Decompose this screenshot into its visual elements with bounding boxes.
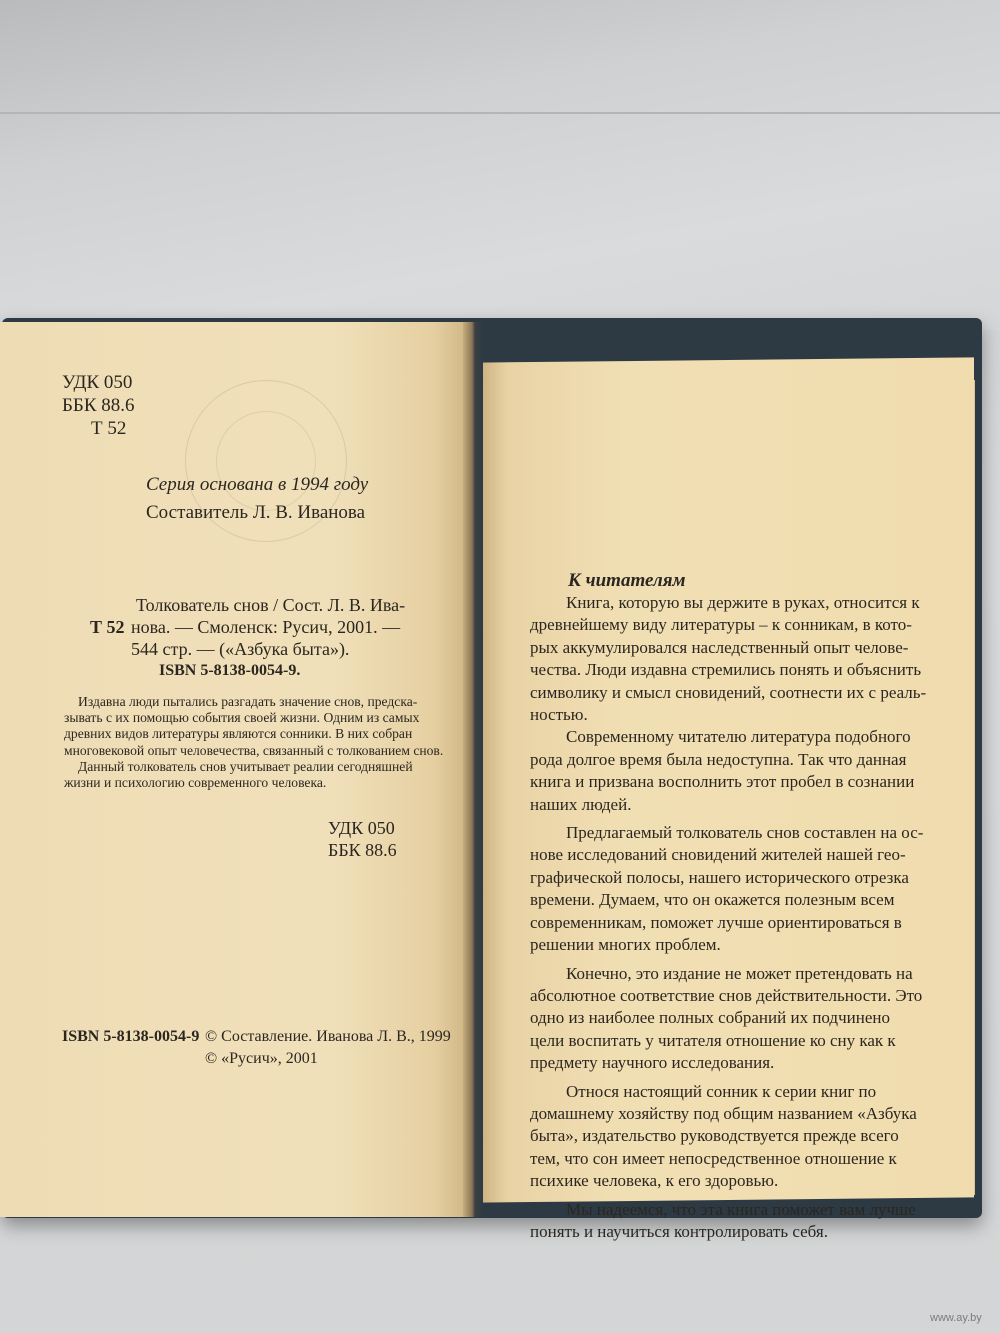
series-line: Серия основана в 1994 году xyxy=(146,474,369,495)
text-line: рода долгое время была недоступна. Так что данная xyxy=(530,749,907,769)
text-line: домашнему хозяйству под общим названием «Азбука xyxy=(530,1103,917,1123)
text-line: наших людей. xyxy=(530,794,632,814)
window-sill xyxy=(0,0,1000,330)
sill-edge-line xyxy=(0,112,1000,114)
catalog-code: Т 52 xyxy=(90,617,125,637)
page-heading: К читателям xyxy=(568,570,686,591)
watermark: www.ay.by xyxy=(930,1312,982,1324)
copyright-line-1: © Составление. Иванова Л. В., 1999 xyxy=(205,1028,451,1045)
udk-top: УДК 050 xyxy=(62,372,133,393)
compiler-line: Составитель Л. В. Иванова xyxy=(146,502,366,523)
bbk-bottom: ББК 88.6 xyxy=(328,840,397,860)
annotation-line: Издавна люди пытались разгадать значение снов, предска- xyxy=(78,694,418,709)
text-line: современникам, поможет лучше ориентироваться в xyxy=(530,912,902,932)
text-line: Относя настоящий сонник к серии книг по xyxy=(566,1081,877,1101)
text-line: Книга, которую вы держите в руках, относится к xyxy=(566,593,920,612)
udk-bottom: УДК 050 xyxy=(328,818,395,838)
annotation-line: жизни и психологию современного человека. xyxy=(64,775,327,791)
annotation xyxy=(64,694,443,791)
annotation-line: многовековой опыт человечества, связанный с толкованием снов. xyxy=(64,742,444,758)
catalog-line-3: 544 стр. — («Азбука быта»). xyxy=(131,639,350,659)
text-line: древнейшему виду литературы – к сонникам, в кото- xyxy=(530,615,912,635)
text-line: предмету научного исследования. xyxy=(530,1053,775,1073)
text-line: рых аккумулировался наследственный опыт челове- xyxy=(530,637,909,657)
text-line: цели воспитать у читателя отношение ко сну как к xyxy=(530,1030,896,1050)
text-line: нове исследований сновидений жителей нашей гео- xyxy=(530,845,906,865)
copyright-line-2: © «Русич», 2001 xyxy=(205,1050,318,1067)
text-line: Конечно, это издание не может претендовать на xyxy=(566,963,913,983)
text-line: быта», издательство руководствуется прежде всего xyxy=(530,1126,899,1146)
text-line: книга и призвана восполнить этот пробел в сознании xyxy=(530,772,915,792)
text-line: чества. Люди издавна стремились понять и объяснить xyxy=(530,660,922,680)
text-line: решении многих проблем. xyxy=(530,935,721,955)
text-line: ностью. xyxy=(530,705,588,725)
intro-text xyxy=(530,592,926,1243)
annotation-line: древних видов литературы являются сонники. В них собран xyxy=(64,726,413,742)
text-line: Современному читателю литература подобного xyxy=(566,727,911,747)
text-line: Мы надеемся, что эта книга поможет вам лучше xyxy=(566,1199,916,1219)
text-line: Предлагаемый толкователь снов составлен на ос- xyxy=(566,823,924,843)
text-line: символику и смысл сновидений, соотнести их с реаль- xyxy=(530,682,927,702)
annotation-line: зывать с их помощью события своей жизни. Одним из самых xyxy=(64,710,420,726)
catalog-line-1: Толкователь снов / Сост. Л. В. Ива- xyxy=(136,595,406,615)
text-line: одно из наиболее полных собраний их подчинено xyxy=(530,1008,890,1028)
text-line: времени. Думаем, что он окажется полезным всем xyxy=(530,890,895,910)
text-line: тем, что сон имеет непосредственное отношение к xyxy=(530,1148,897,1168)
catalog-line-2: нова. — Смоленск: Русич, 2001. — xyxy=(131,617,401,637)
text-line: графической полосы, нашего исторического отрезка xyxy=(530,867,909,887)
annotation-line: Данный толкователь снов учитывает реалии сегодняшней xyxy=(78,758,413,774)
bbk-top: ББК 88.6 xyxy=(62,395,135,416)
text-line: понять и научиться контролировать себя. xyxy=(530,1221,828,1241)
book-gutter xyxy=(463,322,483,1217)
text-line: абсолютное соответствие снов действительности. Это xyxy=(530,985,923,1005)
catalog-isbn: ISBN 5-8138-0054-9. xyxy=(159,662,301,679)
text-line: психике человека, к его здоровью. xyxy=(530,1171,779,1191)
isbn-bottom: ISBN 5-8138-0054-9 xyxy=(62,1028,200,1045)
t-code-top: Т 52 xyxy=(91,418,127,439)
